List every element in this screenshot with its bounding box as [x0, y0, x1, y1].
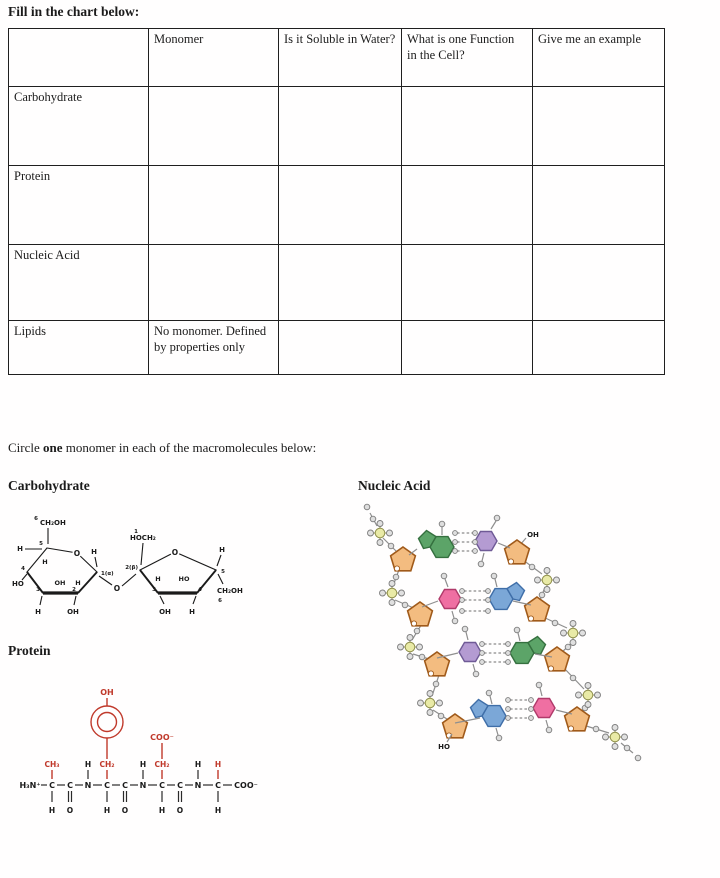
guanine-base [510, 637, 546, 664]
base-pair-g-c [409, 515, 510, 567]
left-sugar-phosphate-backbone [364, 504, 467, 751]
side-chain-bonds [52, 770, 218, 779]
tyr-oh-label: OH [100, 688, 114, 697]
fru-h-below4: H [189, 608, 195, 616]
fructose-ring [125, 529, 243, 616]
alpha-h-label: H [214, 806, 222, 815]
deoxyribose-sugar [505, 540, 530, 564]
header-blank [9, 29, 149, 87]
tyrosine-ring [91, 688, 123, 759]
cell-protein-function [402, 166, 533, 245]
deoxyribose-sugar [443, 714, 468, 738]
cell-nucleic-soluble [279, 245, 402, 321]
aspartate-side-chain [150, 733, 174, 759]
deoxyribose-sugar [545, 647, 570, 671]
fru-ch2oh-label: CH₂OH [217, 587, 243, 595]
glc-h-below3: H [35, 608, 41, 616]
glc-c4-number: 4 [21, 566, 25, 572]
nucleic-acid-structure-diagram [345, 497, 715, 777]
glc-h-left: H [17, 545, 23, 553]
nucleic-acid-heading: Nucleic Acid [358, 478, 431, 493]
phosphate-group [561, 621, 586, 646]
cell-lipids-soluble [279, 321, 402, 375]
cell-lipids-monomer: No monomer. Defined by properties only [149, 321, 279, 375]
phosphate-group [576, 683, 601, 708]
glc-h-inside5: H [42, 558, 48, 566]
ala-ch3-label: CH₃ [44, 760, 60, 769]
phosphate-group [368, 521, 393, 546]
instruction-bold-word: one [43, 440, 63, 455]
fru-h-above5: H [219, 546, 225, 554]
row-label-nucleic-acid: Nucleic Acid [9, 245, 149, 321]
carbonyl-carbon: C [67, 781, 73, 790]
carbonyl-o-label: O [176, 806, 184, 815]
deoxyribose-sugar [408, 602, 433, 626]
cytosine-base [459, 643, 481, 662]
circle-instruction [8, 440, 316, 456]
carbohydrate-heading: Carbohydrate [8, 478, 90, 493]
cell-nucleic-monomer [149, 245, 279, 321]
cell-carb-example [533, 87, 665, 166]
phosphate-group [418, 691, 443, 716]
row-label-carbohydrate: Carbohydrate [9, 87, 149, 166]
glc-oh-inside: OH [54, 579, 66, 587]
header-soluble: Is it Soluble in Water? [279, 29, 402, 87]
fru-ho-inside: HO [178, 575, 190, 583]
carbonyl-carbon: C [122, 781, 128, 790]
cell-nucleic-example [533, 245, 665, 321]
cell-protein-monomer [149, 166, 279, 245]
carboxyl-terminus-label: COO⁻ [234, 781, 258, 790]
cell-carb-monomer [149, 87, 279, 166]
glc-ho-label: HO [12, 580, 24, 588]
glc-h-inside2: H [75, 579, 81, 587]
backbone-lower-bonds [52, 791, 218, 802]
page-title: Fill in the chart below: [8, 4, 140, 19]
fru-ring-oxygen: O [171, 548, 179, 557]
base-pair-c-g [437, 626, 552, 677]
adenine-base [489, 583, 525, 610]
backbone-lower-labels [49, 806, 221, 815]
instruction-prefix: Circle [8, 440, 44, 455]
protein-structure-diagram [15, 662, 295, 837]
table-row [9, 321, 665, 375]
fru-hoch2-label: HOCH₂ [130, 534, 156, 542]
base-pair-t-a [422, 573, 531, 624]
deoxyribose-sugar [391, 547, 416, 571]
header-example: Give me an example [533, 29, 665, 87]
alpha-carbon: C [49, 781, 55, 790]
amide-h-label: H [139, 760, 147, 769]
cytosine-base [475, 532, 497, 551]
glucose-ring [12, 516, 114, 616]
fru-c6-number: 6 [218, 598, 222, 604]
carbonyl-o-label: O [66, 806, 74, 815]
alpha-h-label: H [103, 806, 111, 815]
cell-lipids-example [533, 321, 665, 375]
cell-nucleic-function [402, 245, 533, 321]
tyr-ch2-label: CH₂ [99, 760, 115, 769]
fru-c5-number: 5 [221, 569, 225, 575]
row-label-protein: Protein [9, 166, 149, 245]
adenine-base [471, 700, 507, 727]
glc-h-above1: H [91, 548, 97, 556]
fru-c3-number: 3 [152, 587, 156, 593]
ho-terminus-label: HO [438, 743, 450, 751]
glc-c5-number: 5 [39, 541, 43, 547]
alpha-carbon: C [215, 781, 221, 790]
glc-c1-anomeric-label: 1(α) [101, 571, 114, 577]
asp-coo-label: COO⁻ [150, 733, 174, 742]
glc-ch2oh-label: CH₂OH [40, 519, 66, 527]
fru-c1-number: 1 [134, 529, 138, 535]
cell-protein-example [533, 166, 665, 245]
thymine-base [439, 590, 461, 609]
row-label-lipids: Lipids [9, 321, 149, 375]
guanine-base [419, 531, 455, 558]
cell-carb-function [402, 87, 533, 166]
alpha-carbon: C [104, 781, 110, 790]
macromolecule-table [8, 28, 665, 375]
asp-ch2-label: CH₂ [154, 760, 170, 769]
amide-nitrogen: N [84, 781, 92, 790]
thymine-base [533, 699, 555, 718]
alpha-h-label: H [48, 806, 56, 815]
cell-protein-soluble [279, 166, 402, 245]
carbonyl-o-label: O [121, 806, 129, 815]
peptide-backbone [19, 781, 257, 790]
deoxyribose-sugar [525, 597, 550, 621]
fru-c4-number: 4 [198, 587, 202, 593]
glc-c2-number: 2 [72, 587, 76, 593]
protein-heading: Protein [8, 643, 51, 658]
cell-lipids-function [402, 321, 533, 375]
oh-terminus-label: OH [527, 531, 539, 539]
fru-h-inside: H [155, 575, 161, 583]
glc-ring-oxygen: O [73, 549, 81, 558]
side-chain-labels [44, 760, 221, 769]
amide-h-label: H [84, 760, 92, 769]
glc-c6-number: 6 [34, 516, 38, 522]
amino-terminus-label: H₃N⁺ [19, 781, 41, 790]
amide-h-label: H [194, 760, 202, 769]
gly-h-label: H [214, 760, 222, 769]
table-row [9, 245, 665, 321]
alpha-carbon: C [159, 781, 165, 790]
glc-c3-number: 3 [36, 587, 40, 593]
base-pair-a-t [455, 682, 572, 741]
table-row [9, 87, 665, 166]
fru-oh-below3: OH [159, 608, 171, 616]
glc-oh-below2: OH [67, 608, 79, 616]
alpha-h-label: H [158, 806, 166, 815]
carbohydrate-structure-diagram [12, 506, 262, 631]
cell-carb-soluble [279, 87, 402, 166]
amide-nitrogen: N [139, 781, 147, 790]
fru-c2-anomeric-label: 2(β) [125, 565, 138, 571]
header-function: What is one Function in the Cell? [402, 29, 533, 87]
amide-nitrogen: N [194, 781, 202, 790]
header-monomer: Monomer [149, 29, 279, 87]
instruction-suffix: monomer in each of the macromolecules below: [62, 440, 317, 455]
table-row [9, 166, 665, 245]
carbonyl-carbon: C [177, 781, 183, 790]
table-header-row [9, 29, 665, 87]
phosphate-group [380, 581, 405, 606]
bridge-oxygen: O [113, 584, 121, 593]
